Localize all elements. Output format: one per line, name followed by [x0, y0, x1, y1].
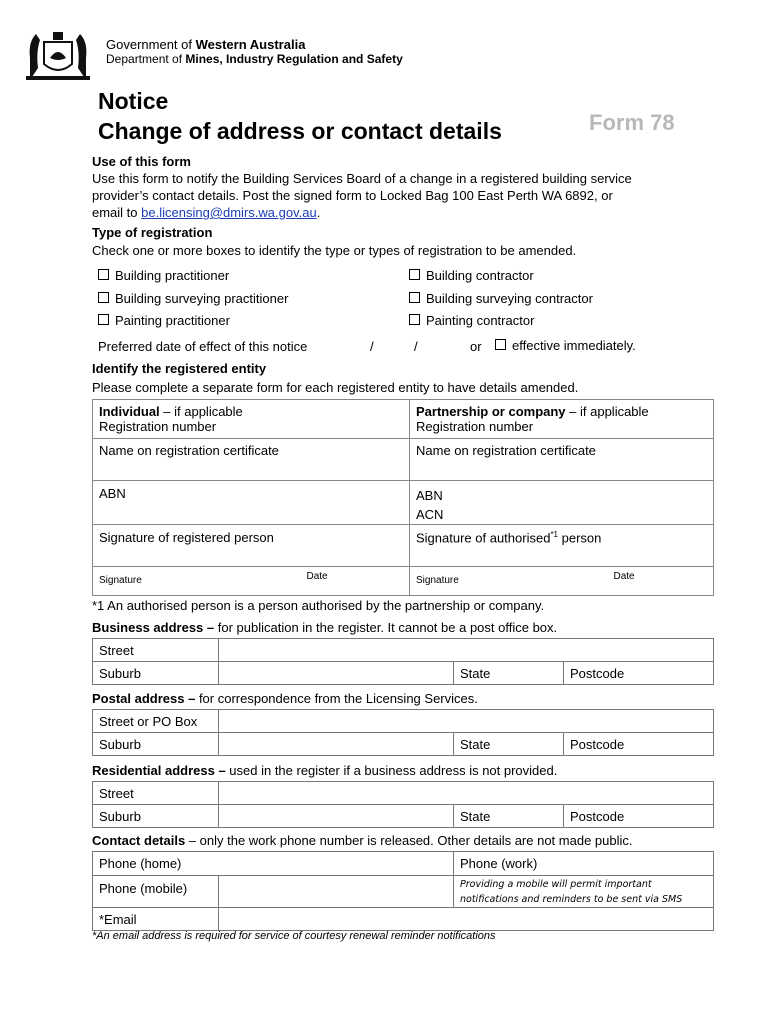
- business-street-field[interactable]: [219, 639, 714, 662]
- checkbox-effective-immediately[interactable]: effective immediately.: [495, 338, 636, 353]
- email-footnote: *An email address is required for service of courtesy renewal reminder notifications: [92, 930, 496, 942]
- residential-suburb-field[interactable]: [219, 805, 454, 828]
- use-of-form-heading: Use of this form: [92, 154, 191, 169]
- postal-street-field[interactable]: [219, 710, 714, 733]
- email-label: *Email: [93, 908, 219, 931]
- postal-address-heading: Postal address – for correspondence from the Licensing Services.: [92, 691, 478, 706]
- postal-address-table: [92, 709, 714, 756]
- residential-suburb-label: Suburb: [93, 805, 219, 828]
- company-signature-date-cell[interactable]: Signature Date: [410, 567, 714, 596]
- checkbox-icon[interactable]: [98, 292, 109, 303]
- individual-signature-date-cell[interactable]: Signature Date: [93, 567, 410, 596]
- checkbox-icon[interactable]: [409, 269, 420, 280]
- company-name-cell[interactable]: Name on registration certificate: [410, 439, 714, 481]
- residential-address-heading: Residential address – used in the register if a business address is not provided.: [92, 763, 558, 778]
- type-instruction: Check one or more boxes to identify the type or types of registration to be amended.: [92, 243, 577, 258]
- checkbox-building-surveying-practitioner[interactable]: Building surveying practitioner: [98, 291, 288, 306]
- individual-name-cell[interactable]: Name on registration certificate: [93, 439, 410, 481]
- individual-abn-cell[interactable]: ABN: [93, 481, 410, 525]
- phone-mobile-label: Phone (mobile): [93, 876, 219, 908]
- residential-street-field[interactable]: [219, 782, 714, 805]
- checkbox-painting-practitioner[interactable]: Painting practitioner: [98, 313, 230, 328]
- residential-postcode-field[interactable]: Postcode: [564, 805, 714, 828]
- residential-state-field[interactable]: State: [454, 805, 564, 828]
- government-name: Government of Western Australia: [106, 37, 306, 52]
- type-heading: Type of registration: [92, 225, 213, 240]
- business-state-field[interactable]: State: [454, 662, 564, 685]
- checkbox-building-practitioner[interactable]: Building practitioner: [98, 268, 229, 283]
- individual-cell[interactable]: Individual – if applicable Registration number: [93, 400, 410, 439]
- checkbox-icon[interactable]: [409, 292, 420, 303]
- business-street-label: Street: [93, 639, 219, 662]
- checkbox-building-surveying-contractor[interactable]: Building surveying contractor: [409, 291, 593, 306]
- wa-crest-logo: [22, 28, 94, 82]
- residential-street-label: Street: [93, 782, 219, 805]
- business-address-table: [92, 638, 714, 685]
- business-postcode-field[interactable]: Postcode: [564, 662, 714, 685]
- checkbox-building-contractor[interactable]: Building contractor: [409, 268, 534, 283]
- date-separator: /: [414, 339, 418, 354]
- contact-heading: Contact details – only the work phone number is released. Other details are not made public.: [92, 833, 633, 848]
- department-name: Department of Mines, Industry Regulation and Safety: [106, 52, 403, 66]
- checkbox-icon[interactable]: [98, 314, 109, 325]
- email-field[interactable]: [219, 908, 714, 931]
- postal-street-label: Street or PO Box: [93, 710, 219, 733]
- authorised-footnote: *1 An authorised person is a person authorised by the partnership or company.: [92, 598, 545, 613]
- postal-state-field[interactable]: State: [454, 733, 564, 756]
- contact-table: [92, 851, 714, 931]
- postal-postcode-field[interactable]: Postcode: [564, 733, 714, 756]
- individual-signature-cell[interactable]: Signature of registered person: [93, 525, 410, 567]
- partnership-cell[interactable]: Partnership or company – if applicable Registration number: [410, 400, 714, 439]
- date-separator: /: [370, 339, 374, 354]
- notice-title: Notice: [98, 88, 169, 114]
- entity-instruction: Please complete a separate form for each registered entity to have details amended.: [92, 380, 579, 395]
- mobile-note: Providing a mobile will permit important notifications and reminders to be sent via SMS: [454, 876, 714, 908]
- or-label: or: [470, 339, 482, 354]
- checkbox-painting-contractor[interactable]: Painting contractor: [409, 313, 534, 328]
- phone-work-field[interactable]: Phone (work): [454, 852, 714, 876]
- business-address-heading: Business address – for publication in the register. It cannot be a post office box.: [92, 620, 558, 635]
- entity-heading: Identify the registered entity: [92, 361, 267, 376]
- company-abn-acn-cell[interactable]: ABN ACN: [410, 481, 714, 525]
- residential-address-table: [92, 781, 714, 828]
- checkbox-icon[interactable]: [98, 269, 109, 280]
- business-suburb-field[interactable]: [219, 662, 454, 685]
- form-number: Form 78: [589, 110, 675, 135]
- checkbox-icon[interactable]: [495, 339, 506, 350]
- email-link[interactable]: be.licensing@dmirs.wa.gov.au: [141, 205, 317, 220]
- form-title: Change of address or contact details: [98, 118, 502, 144]
- phone-home-field[interactable]: Phone (home): [93, 852, 454, 876]
- checkbox-icon[interactable]: [409, 314, 420, 325]
- postal-suburb-label: Suburb: [93, 733, 219, 756]
- business-suburb-label: Suburb: [93, 662, 219, 685]
- preferred-date-label: Preferred date of effect of this notice: [98, 339, 308, 354]
- postal-suburb-field[interactable]: [219, 733, 454, 756]
- use-of-form-text: Use this form to notify the Building Services Board of a change in a registered building service provider’s contact details. Post the signed form to Locked Bag 100 East Perth WA 6892, or email to be.licensing@dmirs.wa.gov.au.: [92, 171, 632, 220]
- entity-table: [92, 399, 714, 596]
- authorised-signature-cell[interactable]: Signature of authorised$^{*1}$ person: [410, 525, 714, 567]
- phone-mobile-field[interactable]: [219, 876, 454, 908]
